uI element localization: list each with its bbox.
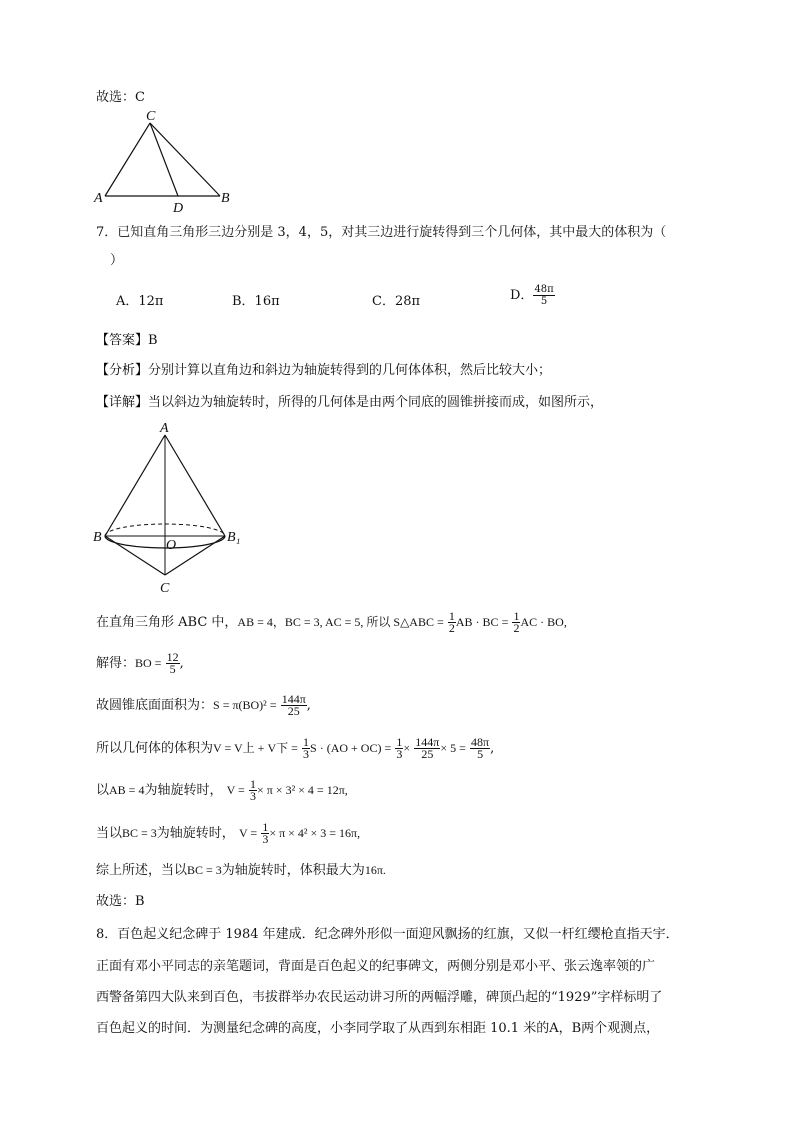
answer-line-prev: 故选：C: [96, 90, 145, 105]
cone-label-o: O: [166, 538, 177, 553]
option-d: [510, 284, 555, 307]
triangle-figure: [90, 106, 240, 214]
analysis-tag: 【分析】: [96, 363, 149, 378]
cone-label-b1: B₁: [227, 530, 241, 545]
double-cone-figure: [90, 418, 250, 596]
cone-label-b: B: [93, 530, 102, 545]
analysis-text: 分别计算以直角边和斜边为轴旋转得到的几何体体积，然后比较大小；: [148, 363, 552, 378]
option-d-prefix: D．: [510, 288, 534, 303]
option-d-numerator: 48π: [534, 284, 554, 295]
solution-line-5: 以AB = 4为轴旋转时， V = $\frac{1}{3}$ × π × 3² × 4 = 12π,: [96, 777, 348, 803]
analysis-row: [96, 359, 551, 378]
option-a: A．12π: [116, 294, 164, 309]
answer-row: [96, 329, 158, 348]
solution-line-2: 解得：BO = $\frac{12}{5}$ ,: [96, 650, 184, 676]
answer-line-b: 故选：B: [96, 894, 145, 909]
detail-tag: 【详解】: [96, 395, 149, 410]
detail-row: [96, 391, 603, 410]
solution-line-1: 在直角三角形 ABC 中，AB = 4，BC = 3, AC = 5, 所以 S△ABC = $\frac{1}{2}$ AB · BC = $\frac{1}{2}$ AC · BO,: [96, 609, 567, 635]
q8-line-1: 8．百色起义纪念碑于 1984 年建成．纪念碑外形似一面迎风飘扬的红旗，又似一杆红缨枪直指天宇．: [96, 927, 679, 942]
option-b: B．16π: [232, 294, 280, 309]
solution-line-7: 综上所述，当以BC = 3为轴旋转时，体积最大为16π.: [96, 863, 386, 878]
q7-paren: ）: [110, 253, 124, 268]
option-d-denominator: 5: [540, 296, 548, 307]
answer-tag: 【答案】: [96, 333, 149, 348]
cone-label-a: A: [160, 421, 169, 436]
triangle-label-a: A: [94, 191, 103, 206]
option-c: C．28π: [372, 294, 421, 309]
cone-label-c: C: [160, 581, 170, 596]
q7-stem: 7．已知直角三角形三边分别是 3，4，5，对其三边进行旋转得到三个几何体，其中最大的体积为（: [96, 225, 667, 240]
q8-line-3: 西警备第四大队来到百色，韦拔群举办农民运动讲习所的两幅浮雕，碑顶凸起的“1929”字样标明了: [96, 990, 663, 1005]
q8-line-4: 百色起义的时间．为测量纪念碑的高度，小李同学取了从西到东相距 10.1 米的A，B两个观测点，: [96, 1021, 660, 1036]
solution-line-3: 故圆锥底面面积为：S = π(BO)² = $\frac{144\pi}{25}$ ,: [96, 692, 311, 718]
triangle-label-d: D: [173, 201, 184, 214]
q8-line-2: 正面有邓小平同志的亲笔题词，背面是百色起义的纪事碑文，两侧分别是邓小平、张云逸率领的广: [96, 959, 656, 974]
triangle-label-c: C: [146, 109, 156, 124]
detail-text: 当以斜边为轴旋转时，所得的几何体是由两个同底的圆锥拼接而成，如图所示，: [148, 395, 604, 410]
triangle-label-b: B: [221, 191, 230, 206]
solution-line-4: 所以几何体的体积为V = V上 + V下 = $\frac{1}{3}$ S · (AO + OC) = $\frac{1}{3}$ × $\frac{144\pi}{25}$ × 5 = $\frac{48\pi}{5}$ ,: [96, 735, 495, 761]
solution-line-6: 当以BC = 3为轴旋转时， V = $\frac{1}{3}$ × π × 4² × 3 = 16π,: [96, 820, 361, 846]
answer-value: B: [148, 333, 158, 348]
